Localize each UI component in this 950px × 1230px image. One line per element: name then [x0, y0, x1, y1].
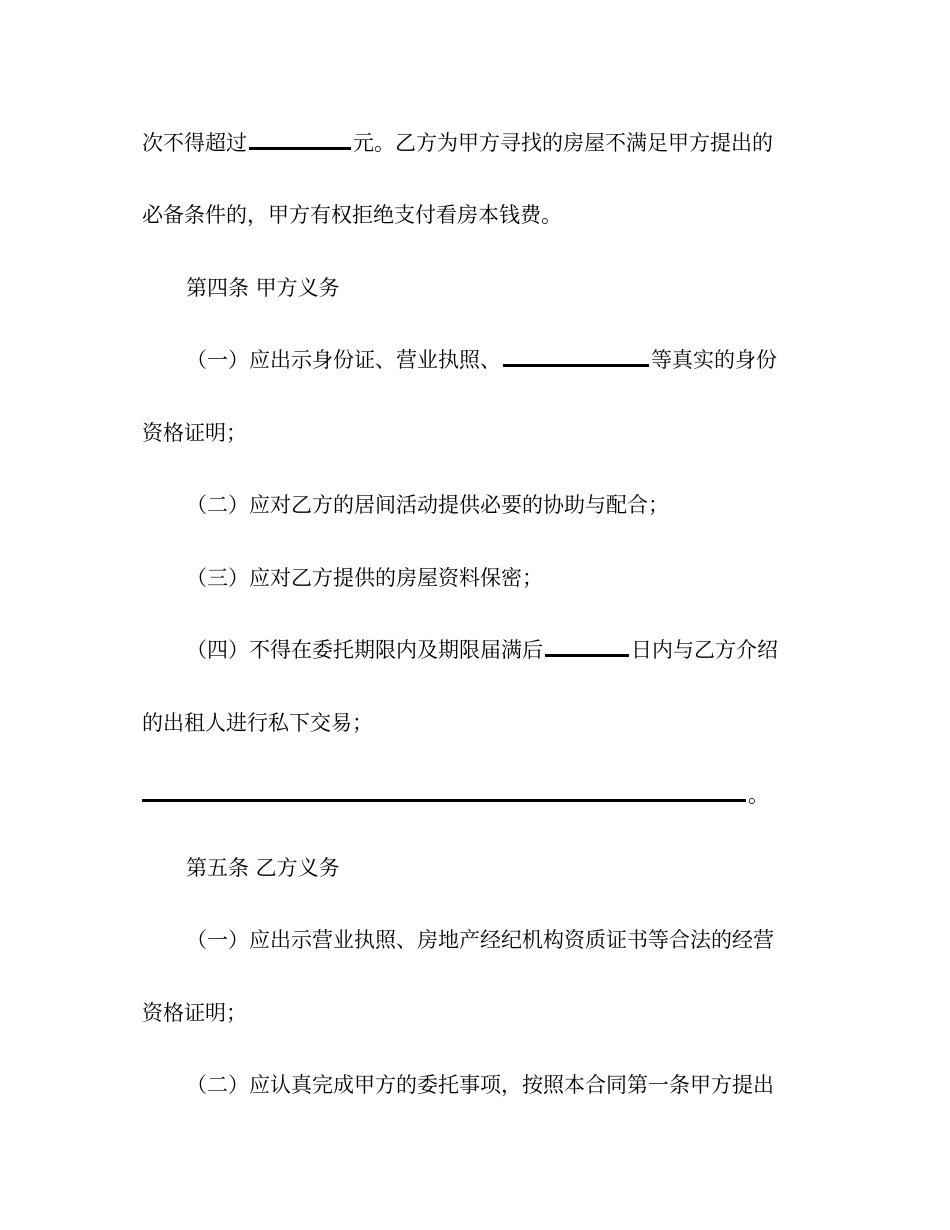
paragraph-line: （三）应对乙方提供的房屋资料保密； [186, 566, 543, 590]
article-4-title: 第四条 甲方义务 [186, 276, 340, 300]
paragraph-line: 资格证明； [142, 1001, 247, 1025]
text-run: （四）不得在委托期限内及期限届满后 [186, 638, 543, 662]
text-run: 日内与乙方介绍 [631, 638, 778, 662]
paragraph-line [142, 780, 800, 810]
paragraph-line: （一）应出示营业执照、房地产经纪机构资质证书等合法的经营 [186, 928, 774, 952]
fill-in-blank [249, 133, 351, 150]
paragraph-line: （二）应对乙方的居间活动提供必要的协助与配合； [186, 493, 669, 517]
fill-in-blank [545, 640, 629, 657]
text-run: （一）应出示身份证、营业执照、 [186, 348, 501, 372]
text-run: 次不得超过 [142, 131, 247, 155]
text-run: 元。乙方为甲方寻找的房屋不满足甲方提出的 [353, 131, 773, 155]
text-run: 。 [748, 783, 769, 807]
fill-in-blank [503, 350, 649, 367]
paragraph-line [186, 345, 800, 375]
text-run: 等真实的身份 [651, 348, 777, 372]
fill-in-blank [142, 785, 746, 802]
paragraph-line: 资格证明； [142, 421, 247, 445]
paragraph-line: （二）应认真完成甲方的委托事项，按照本合同第一条甲方提出 [186, 1073, 774, 1097]
paragraph-line [142, 128, 800, 158]
paragraph-line: 必备条件的，甲方有权拒绝支付看房本钱费。 [142, 203, 562, 227]
paragraph-line: 的出租人进行私下交易； [142, 711, 373, 735]
paragraph-line [186, 635, 800, 665]
article-5-title: 第五条 乙方义务 [186, 856, 340, 880]
